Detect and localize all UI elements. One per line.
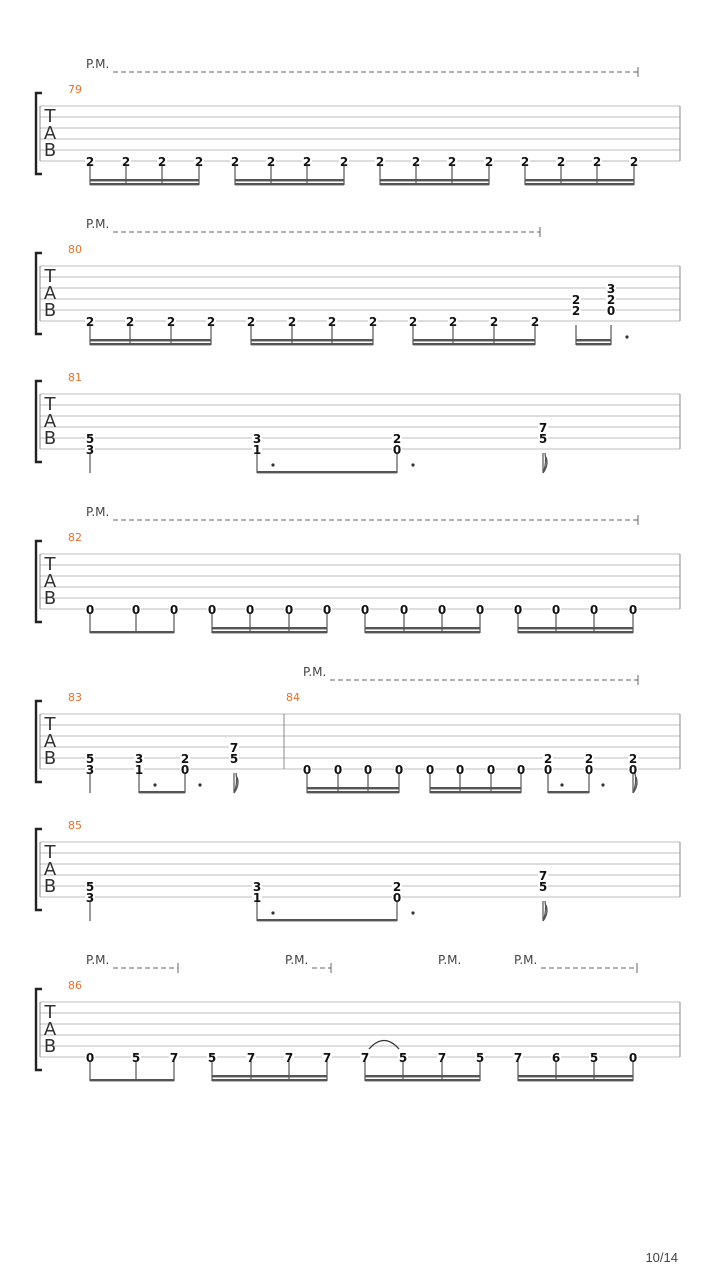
tab-clef-a: A xyxy=(43,283,57,304)
fret-number: 2 xyxy=(571,293,581,307)
fret-number: 2 xyxy=(628,752,638,766)
fret-number: 5 xyxy=(85,752,95,766)
fret-number: 0 xyxy=(85,1051,95,1065)
fret-number: 0 xyxy=(85,603,95,617)
fret-number: 0 xyxy=(628,1051,638,1065)
fret-number: 0 xyxy=(322,603,332,617)
rhythm-dot xyxy=(271,911,274,914)
fret-number: 7 xyxy=(246,1051,256,1065)
fret-number: 2 xyxy=(411,155,421,169)
beam-secondary xyxy=(307,787,399,789)
fret-number: 2 xyxy=(180,752,190,766)
beam xyxy=(525,183,634,185)
fret-number: 5 xyxy=(229,752,239,766)
rhythm-dot xyxy=(601,783,604,786)
beam xyxy=(90,183,199,185)
tab-clef-b: B xyxy=(43,140,57,161)
fret-number: 0 xyxy=(475,603,485,617)
tab-clef-t: T xyxy=(44,394,56,415)
beam-secondary xyxy=(365,1075,480,1077)
fret-number: 0 xyxy=(425,763,435,777)
fret-number: 2 xyxy=(408,315,418,329)
fret-number: 2 xyxy=(85,155,95,169)
fret-number: 0 xyxy=(543,763,553,777)
system-brace xyxy=(36,701,42,782)
beam xyxy=(212,1079,327,1081)
fret-number: 0 xyxy=(589,603,599,617)
tab-clef-t: T xyxy=(44,842,56,863)
tab-clef-t: T xyxy=(44,554,56,575)
rhythm-dot xyxy=(411,911,414,914)
system-brace xyxy=(36,93,42,174)
fret-number: 1 xyxy=(134,763,144,777)
tab-system-6 xyxy=(36,829,680,921)
fret-number: 2 xyxy=(327,315,337,329)
system-brace xyxy=(36,381,42,462)
fret-number: 1 xyxy=(252,891,262,905)
fret-number: 2 xyxy=(606,293,616,307)
note-flag xyxy=(234,773,238,793)
fret-number: 3 xyxy=(252,880,262,894)
beam xyxy=(235,183,344,185)
beam-secondary xyxy=(90,179,199,181)
bar-number: 83 xyxy=(68,691,82,704)
fret-number: 0 xyxy=(606,304,616,318)
fret-number: 0 xyxy=(437,603,447,617)
fret-number: 2 xyxy=(571,304,581,318)
beam xyxy=(212,631,327,633)
fret-number: 0 xyxy=(399,603,409,617)
tab-clef-b: B xyxy=(43,876,57,897)
bar-number: 79 xyxy=(68,83,82,96)
beam xyxy=(251,343,373,345)
beam xyxy=(139,791,185,793)
fret-number: 7 xyxy=(538,421,548,435)
fret-number: 2 xyxy=(85,315,95,329)
fret-number: 2 xyxy=(447,155,457,169)
fret-number: 2 xyxy=(125,315,135,329)
fret-number: 0 xyxy=(551,603,561,617)
fret-number: 5 xyxy=(398,1051,408,1065)
beam-secondary xyxy=(212,1075,327,1077)
rhythm-dot xyxy=(271,463,274,466)
fret-number: 7 xyxy=(229,741,239,755)
fret-number: 1 xyxy=(252,443,262,457)
fret-number: 2 xyxy=(302,155,312,169)
fret-number: 2 xyxy=(157,155,167,169)
beam-secondary xyxy=(525,179,634,181)
fret-number: 2 xyxy=(392,432,402,446)
fret-number: 2 xyxy=(339,155,349,169)
fret-number: 2 xyxy=(266,155,276,169)
fret-number: 2 xyxy=(629,155,639,169)
beam xyxy=(365,631,480,633)
page-number: 10/14 xyxy=(645,1250,678,1265)
bar-number: 81 xyxy=(68,371,82,384)
fret-number: 0 xyxy=(169,603,179,617)
palm-mute-label: P.M. xyxy=(86,217,110,231)
fret-number: 5 xyxy=(85,880,95,894)
bar-number: 86 xyxy=(68,979,82,992)
tab-clef-b: B xyxy=(43,300,57,321)
fret-number: 7 xyxy=(513,1051,523,1065)
fret-number: 2 xyxy=(530,315,540,329)
rhythm-dot xyxy=(153,783,156,786)
palm-mute-label: P.M. xyxy=(303,665,327,679)
fret-number: 2 xyxy=(543,752,553,766)
tab-system-3 xyxy=(36,381,680,473)
fret-number: 5 xyxy=(85,432,95,446)
fret-number: 7 xyxy=(538,869,548,883)
fret-number: 7 xyxy=(169,1051,179,1065)
beam xyxy=(380,183,489,185)
fret-number: 0 xyxy=(302,763,312,777)
fret-number: 0 xyxy=(245,603,255,617)
beam-secondary xyxy=(518,627,633,629)
tab-clef-a: A xyxy=(43,571,57,592)
tab-clef-a: A xyxy=(43,123,57,144)
fret-number: 0 xyxy=(628,603,638,617)
tab-clef-b: B xyxy=(43,1036,57,1057)
system-brace xyxy=(36,541,42,622)
tab-clef-b: B xyxy=(43,428,57,449)
fret-number: 7 xyxy=(360,1051,370,1065)
fret-number: 0 xyxy=(333,763,343,777)
tie-arc xyxy=(369,1041,399,1050)
fret-number: 2 xyxy=(121,155,131,169)
tab-clef-t: T xyxy=(44,714,56,735)
beam-secondary xyxy=(518,1075,633,1077)
fret-number: 7 xyxy=(322,1051,332,1065)
system-brace xyxy=(36,989,42,1070)
tab-system-5 xyxy=(36,675,680,793)
rhythm-dot xyxy=(411,463,414,466)
bar-number: 80 xyxy=(68,243,82,256)
beam-secondary xyxy=(90,339,211,341)
fret-number: 0 xyxy=(486,763,496,777)
rhythm-dot xyxy=(625,335,628,338)
beam xyxy=(90,631,174,633)
fret-number: 3 xyxy=(134,752,144,766)
beam xyxy=(413,343,535,345)
fret-number: 2 xyxy=(230,155,240,169)
beam xyxy=(518,631,633,633)
palm-mute-label: P.M. xyxy=(86,505,110,519)
fret-number: 2 xyxy=(556,155,566,169)
beam xyxy=(90,1079,174,1081)
palm-mute-label: P.M. xyxy=(285,953,309,967)
fret-number: 0 xyxy=(628,763,638,777)
fret-number: 2 xyxy=(287,315,297,329)
bar-number: 82 xyxy=(68,531,82,544)
fret-number: 2 xyxy=(520,155,530,169)
fret-number: 6 xyxy=(551,1051,561,1065)
fret-number: 3 xyxy=(85,443,95,457)
beam-secondary xyxy=(430,787,521,789)
beam xyxy=(430,791,521,793)
fret-number: 5 xyxy=(538,432,548,446)
beam-secondary xyxy=(380,179,489,181)
fret-number: 2 xyxy=(392,880,402,894)
fret-number: 2 xyxy=(489,315,499,329)
fret-number: 0 xyxy=(455,763,465,777)
tab-clef-a: A xyxy=(43,1019,57,1040)
fret-number: 2 xyxy=(448,315,458,329)
tab-clef-b: B xyxy=(43,748,57,769)
bar-number: 85 xyxy=(68,819,82,832)
beam-secondary xyxy=(413,339,535,341)
system-brace xyxy=(36,829,42,910)
palm-mute-label: P.M. xyxy=(86,57,110,71)
palm-mute-label: P.M. xyxy=(514,953,538,967)
fret-number: 0 xyxy=(516,763,526,777)
system-brace xyxy=(36,253,42,334)
tab-clef-a: A xyxy=(43,859,57,880)
fret-number: 0 xyxy=(513,603,523,617)
tab-clef-t: T xyxy=(44,106,56,127)
fret-number: 0 xyxy=(363,763,373,777)
tab-clef-a: A xyxy=(43,411,57,432)
fret-number: 2 xyxy=(368,315,378,329)
tab-system-1 xyxy=(36,67,680,185)
beam-secondary xyxy=(212,627,327,629)
fret-number: 0 xyxy=(207,603,217,617)
rhythm-dot xyxy=(560,783,563,786)
beam xyxy=(90,343,211,345)
fret-number: 5 xyxy=(538,880,548,894)
fret-number: 2 xyxy=(206,315,216,329)
fret-number: 5 xyxy=(475,1051,485,1065)
fret-number: 5 xyxy=(207,1051,217,1065)
fret-number: 7 xyxy=(284,1051,294,1065)
fret-number: 0 xyxy=(180,763,190,777)
fret-number: 2 xyxy=(584,752,594,766)
palm-mute-label: P.M. xyxy=(438,953,462,967)
fret-number: 0 xyxy=(284,603,294,617)
fret-number: 2 xyxy=(246,315,256,329)
rhythm-dot xyxy=(198,783,201,786)
tab-clef-t: T xyxy=(44,1002,56,1023)
beam xyxy=(365,1079,480,1081)
fret-number: 2 xyxy=(375,155,385,169)
beam xyxy=(518,1079,633,1081)
fret-number: 3 xyxy=(85,891,95,905)
beam xyxy=(307,791,399,793)
fret-number: 2 xyxy=(194,155,204,169)
fret-number: 5 xyxy=(589,1051,599,1065)
beam-secondary xyxy=(251,339,373,341)
beam xyxy=(257,471,397,473)
beam xyxy=(548,791,589,793)
fret-number: 3 xyxy=(252,432,262,446)
fret-number: 0 xyxy=(394,763,404,777)
beam-partial xyxy=(576,339,582,341)
fret-number: 0 xyxy=(360,603,370,617)
fret-number: 0 xyxy=(392,443,402,457)
beam-secondary xyxy=(365,627,480,629)
tab-clef-t: T xyxy=(44,266,56,287)
fret-number: 3 xyxy=(606,282,616,296)
palm-mute-label: P.M. xyxy=(86,953,110,967)
beam-secondary xyxy=(235,179,344,181)
fret-number: 2 xyxy=(592,155,602,169)
fret-number: 2 xyxy=(166,315,176,329)
bar-number: 84 xyxy=(286,691,300,704)
fret-number: 3 xyxy=(85,763,95,777)
fret-number: 0 xyxy=(392,891,402,905)
fret-number: 0 xyxy=(584,763,594,777)
fret-number: 2 xyxy=(484,155,494,169)
fret-number: 5 xyxy=(131,1051,141,1065)
beam xyxy=(576,343,611,345)
fret-number: 0 xyxy=(131,603,141,617)
fret-number: 7 xyxy=(437,1051,447,1065)
beam xyxy=(257,919,397,921)
tab-clef-b: B xyxy=(43,588,57,609)
tab-clef-a: A xyxy=(43,731,57,752)
